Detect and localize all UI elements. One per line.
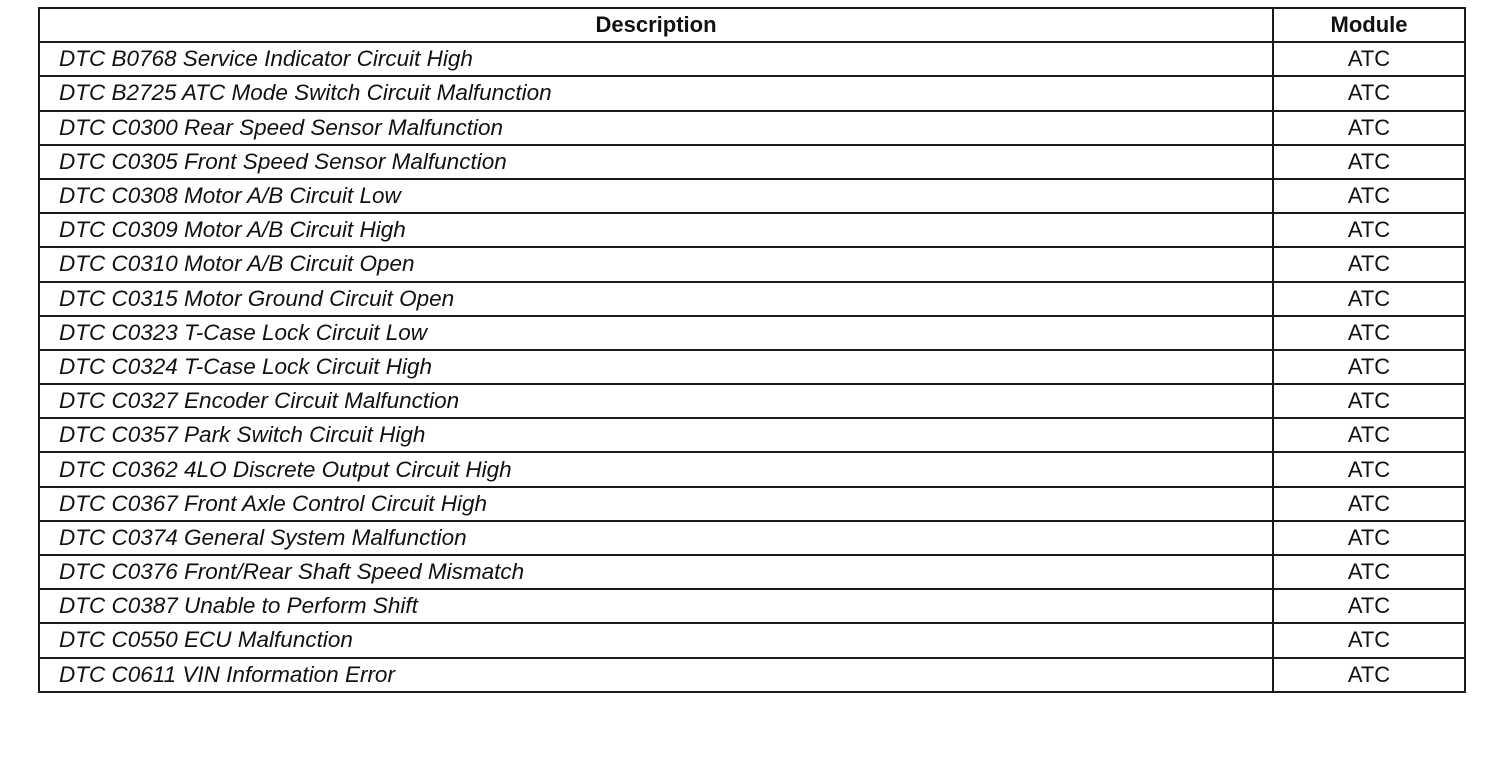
dtc-description-cell: DTC C0310 Motor A/B Circuit Open: [39, 247, 1273, 281]
module-cell: ATC: [1273, 350, 1465, 384]
module-cell: ATC: [1273, 452, 1465, 486]
table-row: [39, 316, 1465, 350]
table-row: [39, 111, 1465, 145]
module-cell: ATC: [1273, 145, 1465, 179]
module-cell: ATC: [1273, 76, 1465, 110]
table-row: [39, 589, 1465, 623]
module-cell: ATC: [1273, 623, 1465, 657]
table-row: [39, 658, 1465, 692]
module-cell: ATC: [1273, 247, 1465, 281]
dtc-description-cell: DTC C0324 T-Case Lock Circuit High: [39, 350, 1273, 384]
table-row: [39, 213, 1465, 247]
module-cell: ATC: [1273, 42, 1465, 76]
table-row: [39, 350, 1465, 384]
table-row: [39, 179, 1465, 213]
table-row: [39, 145, 1465, 179]
table-row: [39, 623, 1465, 657]
module-cell: ATC: [1273, 213, 1465, 247]
module-cell: ATC: [1273, 111, 1465, 145]
header-row: [39, 8, 1465, 42]
table-row: [39, 418, 1465, 452]
module-cell: ATC: [1273, 487, 1465, 521]
table-row: [39, 555, 1465, 589]
dtc-description-cell: DTC C0367 Front Axle Control Circuit High: [39, 487, 1273, 521]
module-cell: ATC: [1273, 555, 1465, 589]
module-cell: ATC: [1273, 282, 1465, 316]
description-column-header: Description: [39, 8, 1273, 42]
dtc-description-cell: DTC C0357 Park Switch Circuit High: [39, 418, 1273, 452]
module-cell: ATC: [1273, 179, 1465, 213]
dtc-description-cell: DTC B0768 Service Indicator Circuit High: [39, 42, 1273, 76]
dtc-description-cell: DTC C0315 Motor Ground Circuit Open: [39, 282, 1273, 316]
dtc-description-cell: DTC C0323 T-Case Lock Circuit Low: [39, 316, 1273, 350]
table-row: [39, 76, 1465, 110]
dtc-description-cell: DTC C0376 Front/Rear Shaft Speed Mismatch: [39, 555, 1273, 589]
dtc-description-cell: DTC C0374 General System Malfunction: [39, 521, 1273, 555]
dtc-description-cell: DTC C0387 Unable to Perform Shift: [39, 589, 1273, 623]
table-row: [39, 42, 1465, 76]
table-header: [39, 8, 1465, 42]
dtc-description-cell: DTC C0308 Motor A/B Circuit Low: [39, 179, 1273, 213]
module-cell: ATC: [1273, 384, 1465, 418]
dtc-description-cell: DTC C0327 Encoder Circuit Malfunction: [39, 384, 1273, 418]
dtc-table: [38, 7, 1466, 693]
dtc-description-cell: DTC B2725 ATC Mode Switch Circuit Malfunction: [39, 76, 1273, 110]
module-cell: ATC: [1273, 418, 1465, 452]
module-cell: ATC: [1273, 316, 1465, 350]
table-row: [39, 282, 1465, 316]
module-column-header: Module: [1273, 8, 1465, 42]
module-cell: ATC: [1273, 658, 1465, 692]
table-row: [39, 247, 1465, 281]
dtc-description-cell: DTC C0305 Front Speed Sensor Malfunction: [39, 145, 1273, 179]
dtc-description-cell: DTC C0550 ECU Malfunction: [39, 623, 1273, 657]
dtc-description-cell: DTC C0362 4LO Discrete Output Circuit High: [39, 452, 1273, 486]
table-body: [39, 42, 1465, 692]
dtc-description-cell: DTC C0309 Motor A/B Circuit High: [39, 213, 1273, 247]
table-row: [39, 384, 1465, 418]
table-row: [39, 452, 1465, 486]
dtc-description-cell: DTC C0300 Rear Speed Sensor Malfunction: [39, 111, 1273, 145]
table-row: [39, 521, 1465, 555]
table-row: [39, 487, 1465, 521]
module-cell: ATC: [1273, 589, 1465, 623]
dtc-description-cell: DTC C0611 VIN Information Error: [39, 658, 1273, 692]
module-cell: ATC: [1273, 521, 1465, 555]
